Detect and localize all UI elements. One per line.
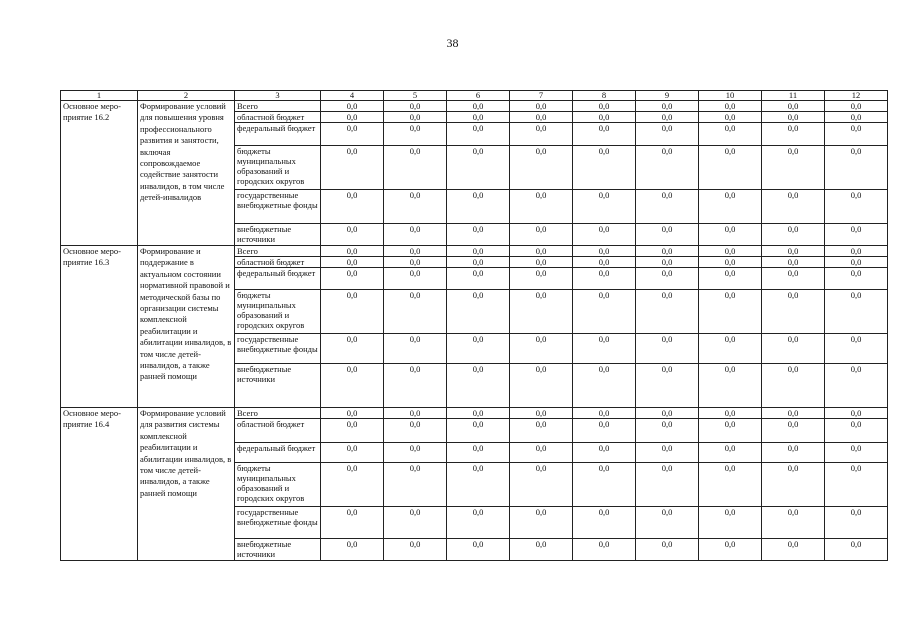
funding-source-cell: бюджеты муниципальных образований и городских округов — [235, 463, 321, 507]
value-cell: 0,0 — [321, 123, 384, 146]
value-cell: 0,0 — [825, 443, 888, 463]
value-cell: 0,0 — [825, 146, 888, 190]
value-cell: 0,0 — [384, 101, 447, 112]
value-cell: 0,0 — [762, 507, 825, 539]
value-cell: 0,0 — [447, 419, 510, 443]
funding-source-cell: федеральный бюджет — [235, 123, 321, 146]
value-cell: 0,0 — [825, 123, 888, 146]
value-cell: 0,0 — [447, 334, 510, 364]
value-cell: 0,0 — [636, 190, 699, 224]
value-cell: 0,0 — [636, 334, 699, 364]
value-cell: 0,0 — [825, 539, 888, 561]
value-cell: 0,0 — [825, 290, 888, 334]
funding-source-cell: бюджеты муниципальных образований и городских округов — [235, 146, 321, 190]
event-name-cell: Основное меро-приятие 16.2 — [61, 101, 138, 246]
value-cell: 0,0 — [825, 112, 888, 123]
value-cell: 0,0 — [699, 463, 762, 507]
header-row — [61, 91, 888, 101]
value-cell: 0,0 — [384, 364, 447, 408]
value-cell: 0,0 — [762, 268, 825, 290]
value-cell: 0,0 — [384, 246, 447, 257]
value-cell: 0,0 — [321, 257, 384, 268]
value-cell: 0,0 — [699, 507, 762, 539]
value-cell: 0,0 — [510, 112, 573, 123]
value-cell: 0,0 — [321, 507, 384, 539]
value-cell: 0,0 — [762, 334, 825, 364]
value-cell: 0,0 — [825, 419, 888, 443]
value-cell: 0,0 — [384, 408, 447, 419]
value-cell: 0,0 — [510, 334, 573, 364]
funding-source-cell: федеральный бюджет — [235, 443, 321, 463]
value-cell: 0,0 — [762, 408, 825, 419]
value-cell: 0,0 — [762, 123, 825, 146]
funding-source-cell: Всего — [235, 408, 321, 419]
funding-source-cell: внебюджетные источники — [235, 224, 321, 246]
value-cell: 0,0 — [762, 364, 825, 408]
value-cell: 0,0 — [699, 146, 762, 190]
value-cell: 0,0 — [510, 190, 573, 224]
value-cell: 0,0 — [447, 539, 510, 561]
value-cell: 0,0 — [699, 290, 762, 334]
value-cell: 0,0 — [699, 224, 762, 246]
value-cell: 0,0 — [573, 123, 636, 146]
value-cell: 0,0 — [447, 246, 510, 257]
value-cell: 0,0 — [384, 463, 447, 507]
funding-source-cell: Всего — [235, 101, 321, 112]
value-cell: 0,0 — [321, 224, 384, 246]
value-cell: 0,0 — [573, 463, 636, 507]
value-cell: 0,0 — [384, 123, 447, 146]
value-cell: 0,0 — [825, 101, 888, 112]
value-cell: 0,0 — [321, 334, 384, 364]
value-cell: 0,0 — [636, 364, 699, 408]
value-cell: 0,0 — [762, 224, 825, 246]
value-cell: 0,0 — [825, 224, 888, 246]
value-cell: 0,0 — [321, 246, 384, 257]
value-cell: 0,0 — [447, 101, 510, 112]
table-row — [61, 408, 888, 419]
value-cell: 0,0 — [762, 539, 825, 561]
value-cell: 0,0 — [447, 268, 510, 290]
budget-table-container — [60, 90, 867, 561]
value-cell: 0,0 — [825, 257, 888, 268]
value-cell: 0,0 — [384, 290, 447, 334]
funding-source-cell: областной бюджет — [235, 419, 321, 443]
event-name-cell: Основное меро-приятие 16.3 — [61, 246, 138, 408]
value-cell: 0,0 — [762, 101, 825, 112]
column-header-6: 6 — [447, 91, 510, 101]
column-header-7: 7 — [510, 91, 573, 101]
value-cell: 0,0 — [510, 408, 573, 419]
table-row — [61, 246, 888, 257]
funding-source-cell: государственные внебюджетные фонды — [235, 334, 321, 364]
value-cell: 0,0 — [321, 408, 384, 419]
funding-source-cell: Всего — [235, 246, 321, 257]
funding-source-cell: государственные внебюджетные фонды — [235, 190, 321, 224]
value-cell: 0,0 — [510, 290, 573, 334]
value-cell: 0,0 — [762, 257, 825, 268]
value-cell: 0,0 — [699, 268, 762, 290]
value-cell: 0,0 — [447, 364, 510, 408]
value-cell: 0,0 — [699, 190, 762, 224]
value-cell: 0,0 — [573, 146, 636, 190]
value-cell: 0,0 — [699, 101, 762, 112]
table-row — [61, 101, 888, 112]
column-header-8: 8 — [573, 91, 636, 101]
value-cell: 0,0 — [636, 268, 699, 290]
value-cell: 0,0 — [321, 539, 384, 561]
value-cell: 0,0 — [573, 224, 636, 246]
value-cell: 0,0 — [636, 408, 699, 419]
value-cell: 0,0 — [384, 268, 447, 290]
value-cell: 0,0 — [510, 463, 573, 507]
value-cell: 0,0 — [636, 507, 699, 539]
value-cell: 0,0 — [510, 246, 573, 257]
value-cell: 0,0 — [384, 146, 447, 190]
value-cell: 0,0 — [384, 539, 447, 561]
funding-source-cell: внебюджетные источники — [235, 539, 321, 561]
value-cell: 0,0 — [825, 334, 888, 364]
value-cell: 0,0 — [510, 146, 573, 190]
value-cell: 0,0 — [321, 112, 384, 123]
value-cell: 0,0 — [510, 268, 573, 290]
value-cell: 0,0 — [762, 112, 825, 123]
value-cell: 0,0 — [762, 290, 825, 334]
value-cell: 0,0 — [573, 101, 636, 112]
funding-source-cell: внебюджетные источники — [235, 364, 321, 408]
value-cell: 0,0 — [573, 364, 636, 408]
value-cell: 0,0 — [321, 419, 384, 443]
value-cell: 0,0 — [636, 539, 699, 561]
value-cell: 0,0 — [384, 419, 447, 443]
value-cell: 0,0 — [825, 507, 888, 539]
value-cell: 0,0 — [447, 146, 510, 190]
value-cell: 0,0 — [510, 364, 573, 408]
value-cell: 0,0 — [384, 507, 447, 539]
column-header-9: 9 — [636, 91, 699, 101]
value-cell: 0,0 — [447, 443, 510, 463]
table-body — [61, 91, 888, 561]
value-cell: 0,0 — [825, 364, 888, 408]
funding-source-cell: федеральный бюджет — [235, 268, 321, 290]
value-cell: 0,0 — [762, 146, 825, 190]
value-cell: 0,0 — [510, 539, 573, 561]
value-cell: 0,0 — [321, 443, 384, 463]
value-cell: 0,0 — [321, 463, 384, 507]
value-cell: 0,0 — [573, 443, 636, 463]
value-cell: 0,0 — [573, 539, 636, 561]
value-cell: 0,0 — [573, 246, 636, 257]
event-description-cell: Формирование условий для развития системы комплексной реабилитации и абилитации инвалидов, в том числе детей-инвалидов, а также ранней помощи — [138, 408, 235, 561]
value-cell: 0,0 — [699, 539, 762, 561]
value-cell: 0,0 — [447, 463, 510, 507]
value-cell: 0,0 — [321, 101, 384, 112]
value-cell: 0,0 — [384, 112, 447, 123]
value-cell: 0,0 — [510, 224, 573, 246]
value-cell: 0,0 — [636, 146, 699, 190]
value-cell: 0,0 — [510, 257, 573, 268]
value-cell: 0,0 — [447, 112, 510, 123]
value-cell: 0,0 — [699, 123, 762, 146]
value-cell: 0,0 — [699, 112, 762, 123]
value-cell: 0,0 — [384, 224, 447, 246]
value-cell: 0,0 — [510, 123, 573, 146]
value-cell: 0,0 — [699, 419, 762, 443]
value-cell: 0,0 — [573, 507, 636, 539]
value-cell: 0,0 — [762, 419, 825, 443]
value-cell: 0,0 — [636, 112, 699, 123]
value-cell: 0,0 — [510, 101, 573, 112]
event-description-cell: Формирование и поддержание в актуальном состоянии нормативной правовой и методической базы по организации системы комплексной реабилитации и абилитации инвалидов, в том числе детей-инвалидов, а также ранней помощи — [138, 246, 235, 408]
value-cell: 0,0 — [699, 334, 762, 364]
value-cell: 0,0 — [447, 290, 510, 334]
value-cell: 0,0 — [825, 246, 888, 257]
value-cell: 0,0 — [447, 224, 510, 246]
value-cell: 0,0 — [636, 419, 699, 443]
column-header-12: 12 — [825, 91, 888, 101]
value-cell: 0,0 — [636, 123, 699, 146]
value-cell: 0,0 — [510, 507, 573, 539]
value-cell: 0,0 — [636, 246, 699, 257]
value-cell: 0,0 — [636, 224, 699, 246]
value-cell: 0,0 — [384, 190, 447, 224]
value-cell: 0,0 — [825, 268, 888, 290]
value-cell: 0,0 — [573, 334, 636, 364]
value-cell: 0,0 — [573, 257, 636, 268]
event-description-cell: Формирование условий для повышения уровня профессионального развития и занятости, включая сопровождаемое содействие занятости инвалидов, в том числе детей-инвалидов — [138, 101, 235, 246]
value-cell: 0,0 — [636, 443, 699, 463]
value-cell: 0,0 — [573, 268, 636, 290]
page-number: 38 — [446, 36, 459, 50]
funding-source-cell: областной бюджет — [235, 112, 321, 123]
value-cell: 0,0 — [636, 257, 699, 268]
value-cell: 0,0 — [447, 123, 510, 146]
column-header-11: 11 — [762, 91, 825, 101]
value-cell: 0,0 — [321, 268, 384, 290]
value-cell: 0,0 — [447, 507, 510, 539]
value-cell: 0,0 — [825, 190, 888, 224]
event-name-cell: Основное меро-приятие 16.4 — [61, 408, 138, 561]
value-cell: 0,0 — [699, 408, 762, 419]
value-cell: 0,0 — [573, 112, 636, 123]
value-cell: 0,0 — [636, 290, 699, 334]
column-header-2: 2 — [138, 91, 235, 101]
column-header-3: 3 — [235, 91, 321, 101]
value-cell: 0,0 — [636, 463, 699, 507]
value-cell: 0,0 — [762, 246, 825, 257]
value-cell: 0,0 — [573, 408, 636, 419]
value-cell: 0,0 — [321, 364, 384, 408]
value-cell: 0,0 — [321, 190, 384, 224]
value-cell: 0,0 — [321, 146, 384, 190]
budget-table — [60, 90, 888, 561]
value-cell: 0,0 — [384, 443, 447, 463]
value-cell: 0,0 — [699, 443, 762, 463]
value-cell: 0,0 — [699, 364, 762, 408]
value-cell: 0,0 — [573, 190, 636, 224]
value-cell: 0,0 — [699, 246, 762, 257]
column-header-1: 1 — [61, 91, 138, 101]
value-cell: 0,0 — [762, 463, 825, 507]
funding-source-cell: государственные внебюджетные фонды — [235, 507, 321, 539]
value-cell: 0,0 — [510, 419, 573, 443]
value-cell: 0,0 — [447, 408, 510, 419]
value-cell: 0,0 — [510, 443, 573, 463]
column-header-10: 10 — [699, 91, 762, 101]
value-cell: 0,0 — [699, 257, 762, 268]
value-cell: 0,0 — [762, 190, 825, 224]
value-cell: 0,0 — [321, 290, 384, 334]
column-header-4: 4 — [321, 91, 384, 101]
value-cell: 0,0 — [447, 257, 510, 268]
value-cell: 0,0 — [825, 463, 888, 507]
value-cell: 0,0 — [447, 190, 510, 224]
value-cell: 0,0 — [825, 408, 888, 419]
value-cell: 0,0 — [573, 290, 636, 334]
funding-source-cell: бюджеты муниципальных образований и городских округов — [235, 290, 321, 334]
value-cell: 0,0 — [384, 257, 447, 268]
value-cell: 0,0 — [573, 419, 636, 443]
funding-source-cell: областной бюджет — [235, 257, 321, 268]
value-cell: 0,0 — [762, 443, 825, 463]
column-header-5: 5 — [384, 91, 447, 101]
value-cell: 0,0 — [384, 334, 447, 364]
value-cell: 0,0 — [636, 101, 699, 112]
